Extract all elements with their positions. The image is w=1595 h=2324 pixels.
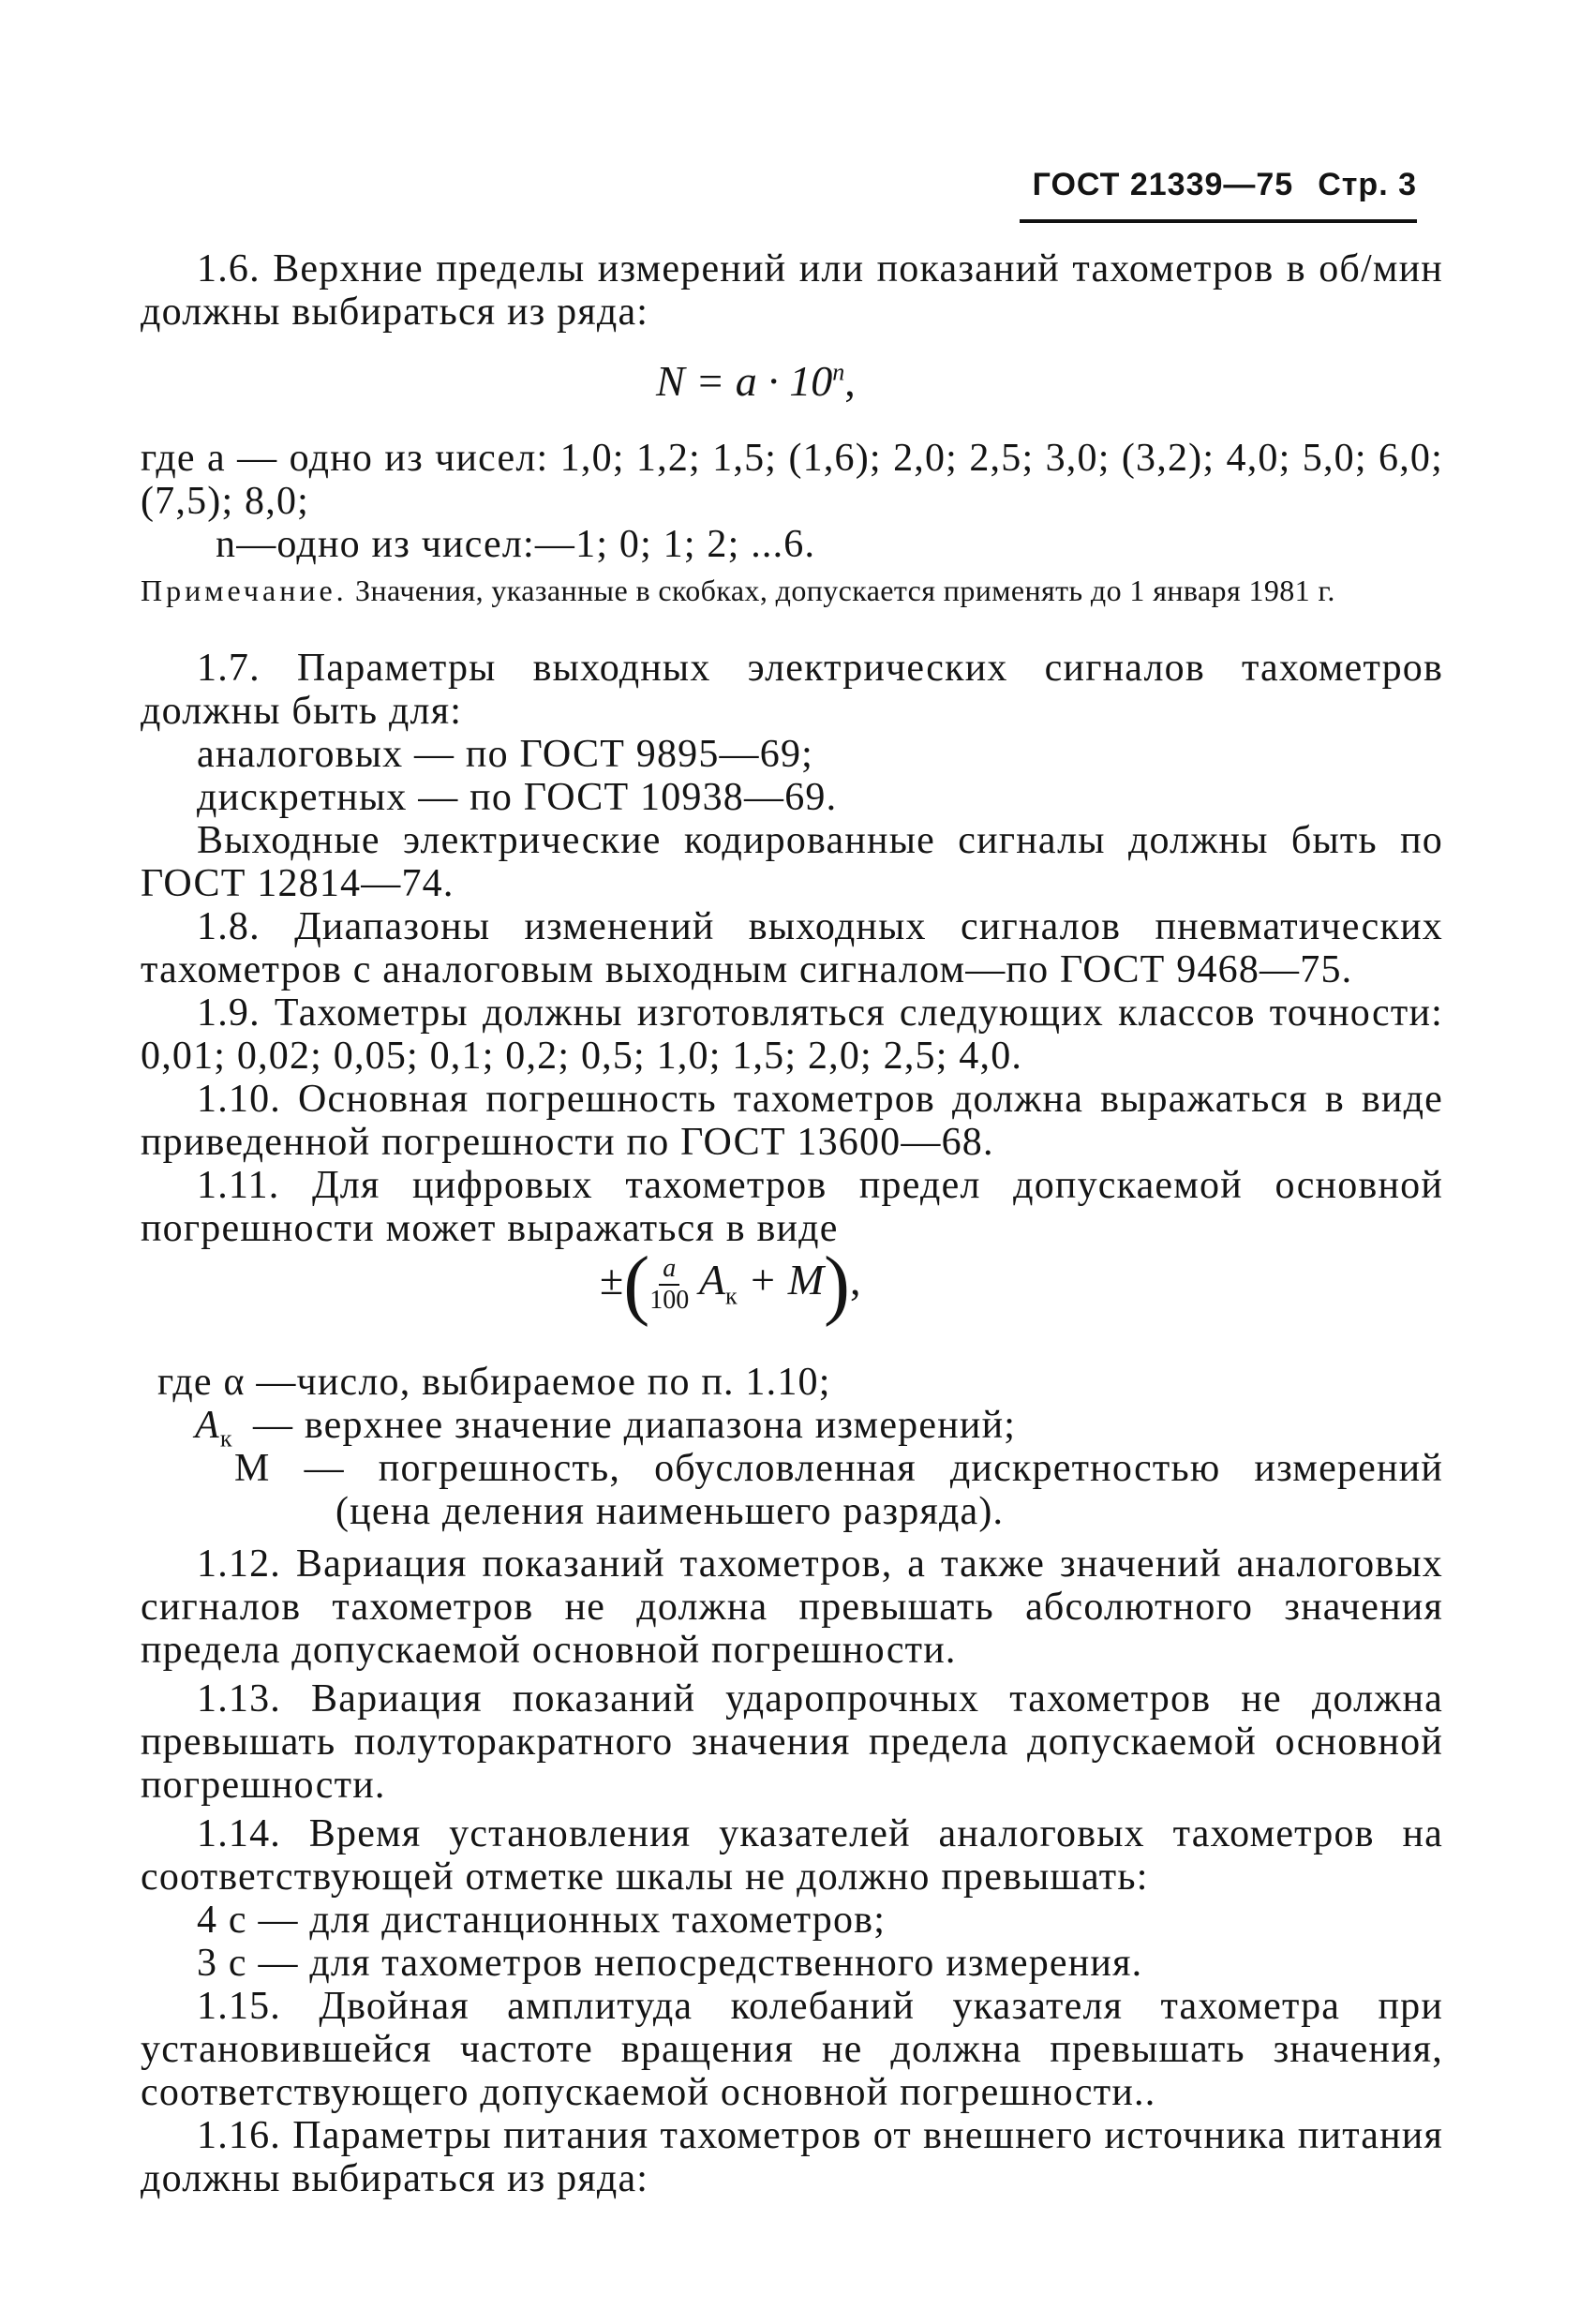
where-block-1-6: [141, 437, 1443, 566]
para-1-9: 1.9. Тахометры должны изготовляться следующих классов точности: 0,01; 0,02; 0,05; 0,1; 0,2; 0,5; 1,0; 1,5; 2,0; 2,5; 4,0.: [141, 991, 1443, 1078]
definitions-1-11: [141, 1361, 1443, 1533]
formula-ak: A: [698, 1256, 726, 1304]
para-1-6: 1.6. Верхние пределы измерений или показаний тахометров в об/мин должны выбираться из ряда:: [141, 247, 1443, 334]
def-alpha: [141, 1361, 1443, 1404]
para-1-8: 1.8. Диапазоны изменений выходных сигналов пневматических тахометров с аналоговым выходным сигналом—по ГОСТ 9468—75.: [141, 905, 1443, 991]
para-1-10: 1.10. Основная погрешность тахометров должна выражаться в виде приведенной погрешности по ГОСТ 13600—68.: [141, 1078, 1443, 1164]
para-1-11: 1.11. Для цифровых тахометров предел допускаемой основной погрешности может выражаться в виде: [141, 1164, 1443, 1250]
fraction-numerator: a: [659, 1254, 679, 1286]
para-1-7: 1.7. Параметры выходных электрических сигналов тахометров должны быть для:: [141, 647, 1443, 733]
section-1-7: [141, 647, 1443, 1250]
para-1-13: 1.13. Вариация показаний ударопрочных тахометров не должна превышать полуторакратного значения предела допускаемой основной погрешности.: [141, 1677, 1443, 1807]
formula-pm: ±: [600, 1256, 624, 1304]
fraction-denominator: 100: [649, 1285, 690, 1315]
def-ak-letter: A: [195, 1404, 220, 1447]
para-1-15: 1.15. Двойная амплитуда колебаний указателя тахометра при установившейся частоте вращения не должна превышать значения, соответствующего допускаемой основной погрешности..: [141, 1985, 1443, 2114]
formula-open-paren: (: [623, 1241, 650, 1328]
para-1-16: 1.16. Параметры питания тахометров от внешнего источника питания должны выбираться из ряда:: [141, 2114, 1443, 2200]
def-ak-subscript: к: [219, 1424, 233, 1452]
where-a: где a — одно из чисел: 1,0; 1,2; 1,5; (1,6); 2,0; 2,5; 3,0; (3,2); 4,0; 5,0; 6,0; (7,5); 8,0;: [141, 437, 1443, 523]
section-1-6: [141, 247, 1443, 334]
coded-line: Выходные электрические кодированные сигналы должны быть по ГОСТ 12814—74.: [141, 819, 1443, 905]
def-m-text-2: (цена деления наименьшего разряда).: [335, 1490, 1005, 1533]
formula-fraction: [649, 1254, 689, 1316]
para-1-14-line-2: 3 с — для тахометров непосредственного измерения.: [197, 1942, 1143, 1985]
para-1-12: 1.12. Вариация показаний тахометров, а также значений аналоговых сигналов тахометров не должна превышать абсолютного значения предела допускаемой основной погрешности.: [141, 1542, 1443, 1672]
para-1-14-line-1: 4 с — для дистанционных тахометров;: [197, 1899, 887, 1942]
formula-error: [600, 1239, 861, 1330]
formula-comma: ,: [850, 1256, 861, 1304]
def-m-cont: [141, 1490, 1443, 1533]
standard-number: ГОСТ 21339—75: [1032, 167, 1294, 202]
formula-n: [656, 356, 856, 406]
formula-mid: = a · 10: [695, 357, 833, 405]
where-n: n—одно из чисел:—1; 0; 1; 2; ...6.: [216, 523, 816, 566]
def-ak-text: — верхнее значение диапазона измерений;: [253, 1404, 1017, 1447]
note-block: [141, 574, 1443, 607]
note-label: Примечание.: [141, 574, 348, 607]
formula-ak-sub: к: [725, 1282, 738, 1310]
para-1-14: 1.14. Время установления указателей аналоговых тахометров на соответствующей отметке шкалы не должно превышать:: [141, 1812, 1443, 1899]
formula-plus-m: + M: [748, 1256, 825, 1304]
discrete-line: дискретных — по ГОСТ 10938—69.: [197, 776, 838, 819]
def-m: [141, 1447, 1443, 1490]
page-number: Стр. 3: [1318, 167, 1417, 202]
section-1-12-to-1-16: [141, 1542, 1443, 2200]
formula-exponent: n: [832, 358, 845, 386]
formula-lhs: N: [656, 357, 685, 405]
note-text: [141, 574, 1443, 607]
def-alpha-text: где α —число, выбираемое по п. 1.10;: [157, 1361, 831, 1404]
formula-tail: ,: [844, 357, 856, 405]
def-ak: [141, 1404, 1443, 1452]
page-header: [1020, 167, 1417, 223]
def-m-text: M — погрешность, обусловленная дискретностью измерений: [234, 1447, 1443, 1490]
analog-line: аналоговых — по ГОСТ 9895—69;: [197, 733, 814, 776]
note-body: Значения, указанные в скобках, допускается применять до 1 января 1981 г.: [355, 574, 1335, 607]
formula-close-paren: ): [824, 1241, 850, 1328]
